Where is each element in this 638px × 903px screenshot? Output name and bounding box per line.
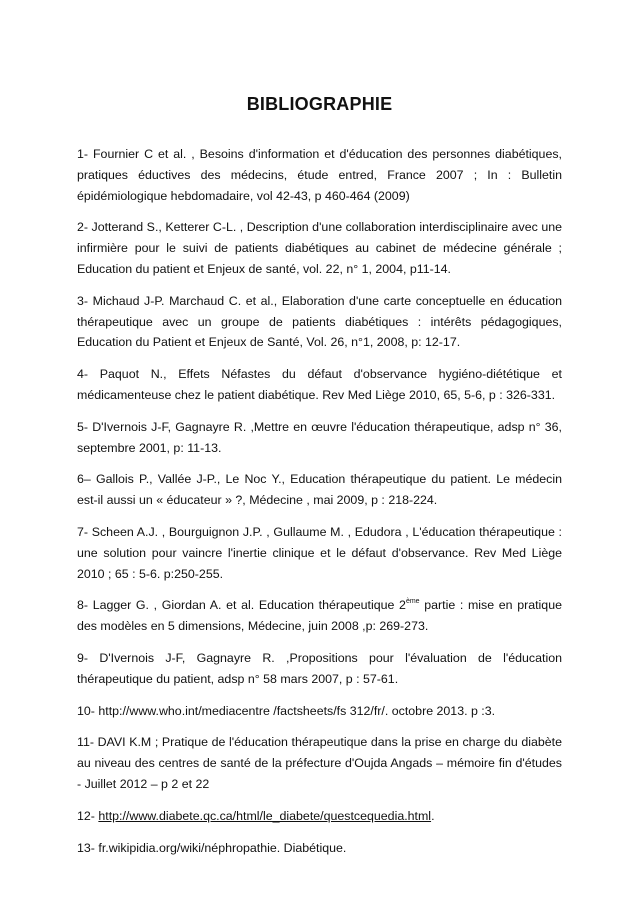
page-title: BIBLIOGRAPHIE <box>246 94 393 115</box>
reference-item <box>77 806 562 827</box>
reference-text-part: Lagger G. , Giordan A. et al. Education thérapeutique 2 <box>92 598 406 613</box>
bibliography-list <box>77 144 562 869</box>
reference-text: Michaud J-P. Marchaud C. et al., Elaboration d'une carte conceptuelle en éducation thérapeutique avec un groupe de patients diabétiques : intérêts pédagogiques, Education du Patient et Enjeux de Santé, Vol. 26, n°1, 2008, p: 12-17. <box>77 293 562 350</box>
reference-number: 1- <box>77 147 89 161</box>
reference-item <box>77 291 562 353</box>
reference-number: 8- <box>77 598 89 613</box>
reference-number: 2- <box>77 220 89 235</box>
reference-text: Scheen A.J. , Bourguignon J.P. , Gullaume M. , Edudora , L'éducation thérapeutique : une solution pour vaincre l'inertie clinique et le défaut d'observance. Rev Med Liège 2010 ; 65 : 5-6. p:250-255. <box>77 524 562 581</box>
document-page <box>77 0 562 903</box>
reference-text: http://www.who.int/mediacentre /factsheets/fs 312/fr/. octobre 2013. p :3. <box>98 703 496 718</box>
reference-item <box>77 469 562 511</box>
reference-number: 12- <box>77 808 95 823</box>
reference-number: 7- <box>77 524 89 539</box>
reference-item <box>77 144 562 206</box>
reference-number: 13- <box>77 840 95 855</box>
reference-number: 10- <box>77 703 95 718</box>
superscript: ème <box>405 598 420 606</box>
reference-number: 11- <box>77 735 94 750</box>
reference-item <box>77 701 562 722</box>
reference-item <box>77 595 562 637</box>
reference-text: Paquot N., Effets Néfastes du défaut d'observance hygiéno-diététique et médicamenteuse chez le patient diabétique. Rev Med Liège 2010, 65, 5-6, p : 326-331. <box>77 367 562 402</box>
reference-item <box>77 732 562 794</box>
reference-item <box>77 217 562 279</box>
reference-text: Fournier C et al. , Besoins d'information et d'éducation des personnes diabétiques, pratiques éductives des médecins, étude entred, France 2007 ; In : Bulletin épidémiologique hebdomadaire, vol 42-43, p 460-464 (2009) <box>77 147 562 203</box>
reference-text-part: partie : mise en pratique des modèles en 5 dimensions, Médecine, juin 2008 ,p: 269-273. <box>77 598 562 634</box>
reference-text: D'Ivernois J-F, Gagnayre R. ,Mettre en œuvre l'éducation thérapeutique, adsp n° 36, septembre 2001, p: 11-13. <box>77 419 562 455</box>
reference-number: 6– <box>77 472 91 487</box>
reference-text: Gallois P., Vallée J-P., Le Noc Y., Education thérapeutique du patient. Le médecin est-il aussi un « éducateur » ?, Médecine , mai 2009, p : 218-224. <box>77 472 562 508</box>
reference-item <box>77 522 562 584</box>
reference-number: 5- <box>77 419 89 434</box>
reference-item <box>77 417 562 459</box>
reference-link[interactable]: http://www.diabete.qc.ca/html/le_diabete/questcequedia.html <box>98 808 432 823</box>
reference-item <box>77 648 562 690</box>
reference-item <box>77 364 562 406</box>
reference-text: fr.wikipidia.org/wiki/néphropathie. Diabétique. <box>98 840 347 855</box>
reference-text: D'Ivernois J-F, Gagnayre R. ,Propositions pour l'évaluation de l'éducation thérapeutique du patient, adsp n° 58 mars 2007, p : 57-61. <box>77 650 562 686</box>
reference-number: 3- <box>77 293 89 308</box>
reference-number: 4- <box>77 367 89 382</box>
reference-text: Jotterand S., Ketterer C-L. , Description d'une collaboration interdisciplinaire avec une infirmière pour le suivi de patients diabétiques au cabinet de médecine générale ; Education du patient et Enjeux de santé, vol. 22, n° 1, 2004, p11-14. <box>77 220 563 276</box>
reference-punctuation: . <box>431 808 435 823</box>
reference-text: DAVI K.M ; Pratique de l'éducation thérapeutique dans la prise en charge du diabète au niveau des centres de santé de la préfecture d'Oujda Angads – mémoire fin d'études - Juillet 2012 – p 2 et 22 <box>77 735 562 791</box>
reference-number: 9- <box>77 650 89 665</box>
reference-item <box>77 838 562 859</box>
